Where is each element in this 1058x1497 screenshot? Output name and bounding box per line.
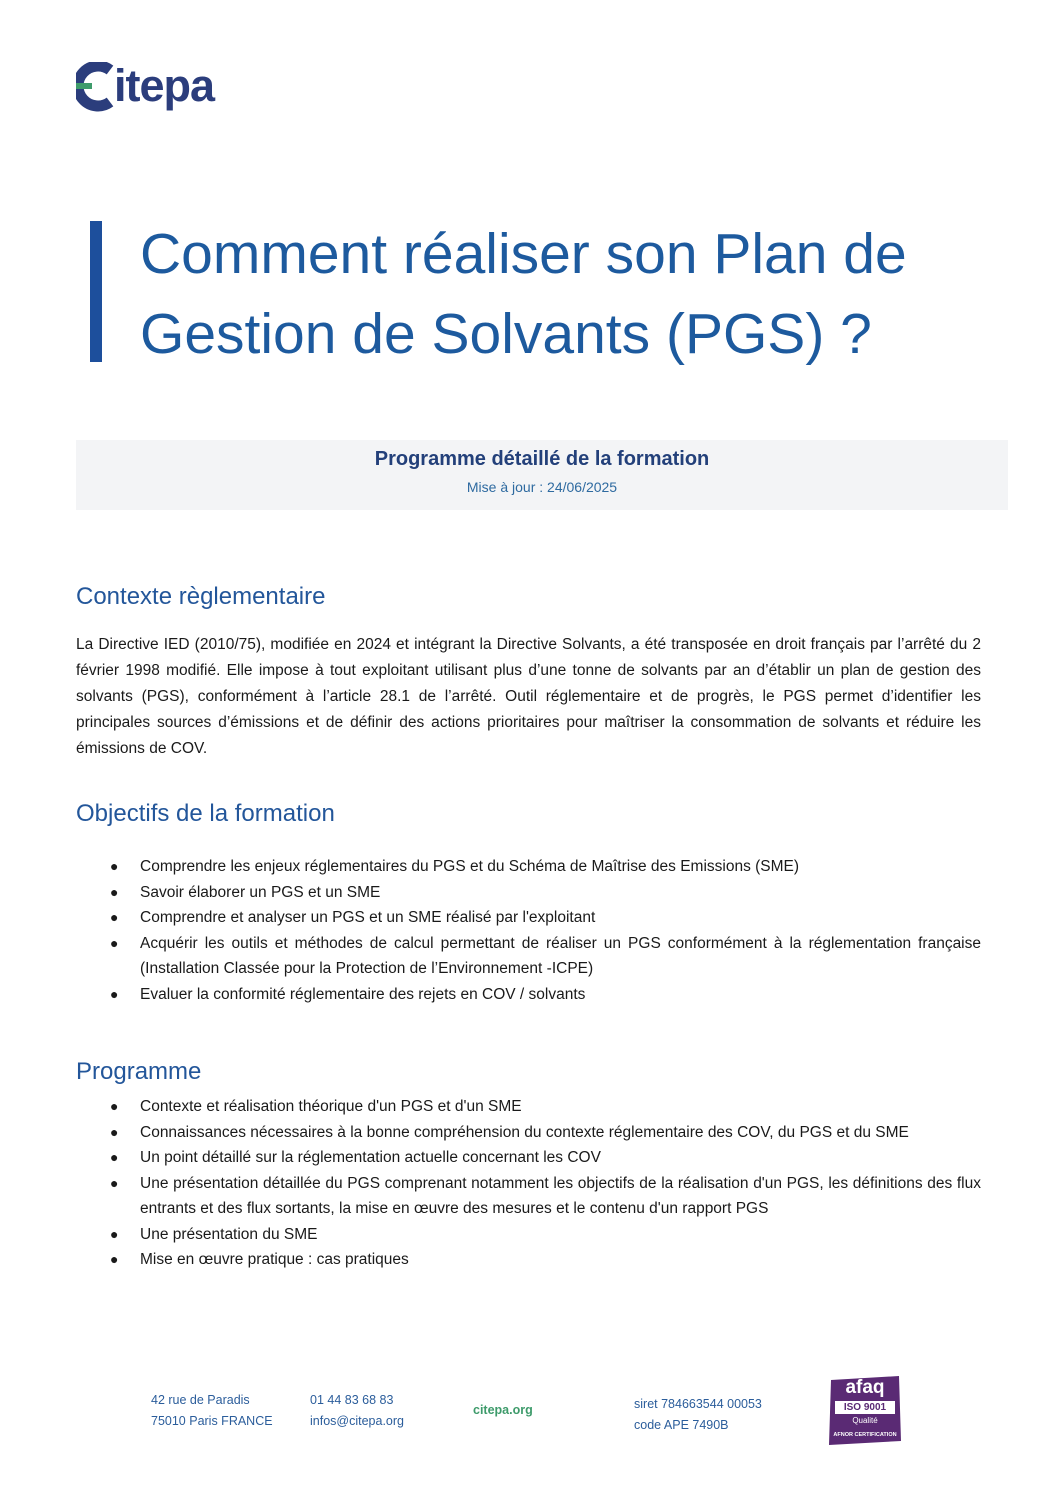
page-title: Comment réaliser son Plan de Gestion de Solvants (PGS) ? (140, 222, 907, 366)
title-accent-bar (90, 221, 102, 362)
badge-label: Qualité (852, 1416, 878, 1425)
bullet-icon: ● (110, 883, 119, 900)
badge-brand: afaq (845, 1377, 885, 1398)
update-date: Mise à jour : 24/06/2025 (466, 479, 618, 495)
list-item: ● Contexte et réalisation théorique d'un PGS et d'un SME (0, 1094, 981, 1120)
bullet-icon: ● (110, 909, 119, 925)
footer-contact (310, 1390, 404, 1432)
heading-contexte: Contexte règlementaire (76, 583, 326, 610)
address-line-2: 75010 Paris FRANCE (151, 1414, 273, 1428)
ape-code: code APE 7490B (634, 1418, 729, 1432)
footer-address (151, 1390, 273, 1432)
bullet-icon: ● (110, 1123, 119, 1140)
citepa-logo (76, 62, 236, 114)
website-link[interactable]: citepa.org (473, 1403, 533, 1417)
list-item: ● Une présentation détaillée du PGS comprenant notamment les objectifs de la réalisation d'un PGS, les définitions des flux entrants et des flux sortants, la mise en œuvre des mesures et le contenu d'un rapport PGS (0, 1171, 981, 1222)
badge-sub: AFNOR CERTIFICATION (833, 1432, 897, 1438)
bullet-icon: ● (110, 1149, 119, 1165)
email-link[interactable]: infos@citepa.org (310, 1414, 404, 1428)
bullet-icon: ● (110, 1251, 119, 1267)
siret-number: siret 784663544 00053 (634, 1397, 762, 1411)
bullet-icon: ● (110, 985, 119, 1002)
bullet-icon: ● (110, 1174, 119, 1191)
badge-iso: ISO 9001 (835, 1401, 895, 1414)
list-item: ● Connaissances nécessaires à la bonne compréhension du contexte réglementaire des COV, du PGS et du SME (0, 1120, 981, 1146)
heading-programme: Programme (76, 1058, 202, 1085)
logo-text: itepa (114, 60, 215, 111)
bullet-icon: ● (110, 1225, 119, 1242)
heading-objectifs: Objectifs de la formation (76, 800, 335, 827)
programme-list (0, 1094, 981, 1273)
program-title: Programme détaillé de la formation (374, 448, 710, 470)
list-item: ● Un point détaillé sur la réglementation actuelle concernant les COV (0, 1145, 981, 1171)
list-item: ● Evaluer la conformité réglementaire des rejets en COV / solvants (0, 982, 981, 1008)
contexte-paragraph: La Directive IED (2010/75), modifiée en 2024 et intégrant la Directive Solvants, a été transposée en droit français par l’arrêté du 2 février 1998 modifié. Elle impose à tout exploitant utilisant plus d’une tonne de solvants par an d’établir un plan de gestion des solvants (PGS), conformément à l’article 28.1 de l’arrêté. Outil réglementaire et de progrès, le PGS permet d’identifier les principales sources d’émissions et de définir des actions prioritaires pour maîtriser la consommation de solvants et réduire les émissions de COV. (76, 636, 981, 757)
bullet-icon: ● (110, 1098, 119, 1114)
phone-number: 01 44 83 68 83 (310, 1393, 394, 1407)
list-item: ● Comprendre et analyser un PGS et un SME réalisé par l'exploitant (0, 905, 981, 931)
program-header-box (76, 440, 1008, 510)
list-item: ● Savoir élaborer un PGS et un SME (0, 880, 981, 906)
objectifs-list (0, 854, 981, 1007)
bullet-icon: ● (110, 858, 119, 874)
list-item: ● Une présentation du SME (0, 1222, 981, 1248)
list-item: ● Mise en œuvre pratique : cas pratiques (0, 1247, 981, 1273)
footer-legal (634, 1394, 762, 1436)
bullet-icon: ● (110, 934, 119, 951)
afaq-iso-9001-badge (827, 1376, 903, 1445)
address-line-1: 42 rue de Paradis (151, 1393, 250, 1407)
list-item: ● Comprendre les enjeux réglementaires du PGS et du Schéma de Maîtrise des Emissions (SME) (0, 854, 981, 880)
list-item: ● Acquérir les outils et méthodes de calcul permettant de réaliser un PGS conformément à la réglementation française (Installation Classée pour la Protection de l’Environnement -ICPE) (0, 931, 981, 982)
